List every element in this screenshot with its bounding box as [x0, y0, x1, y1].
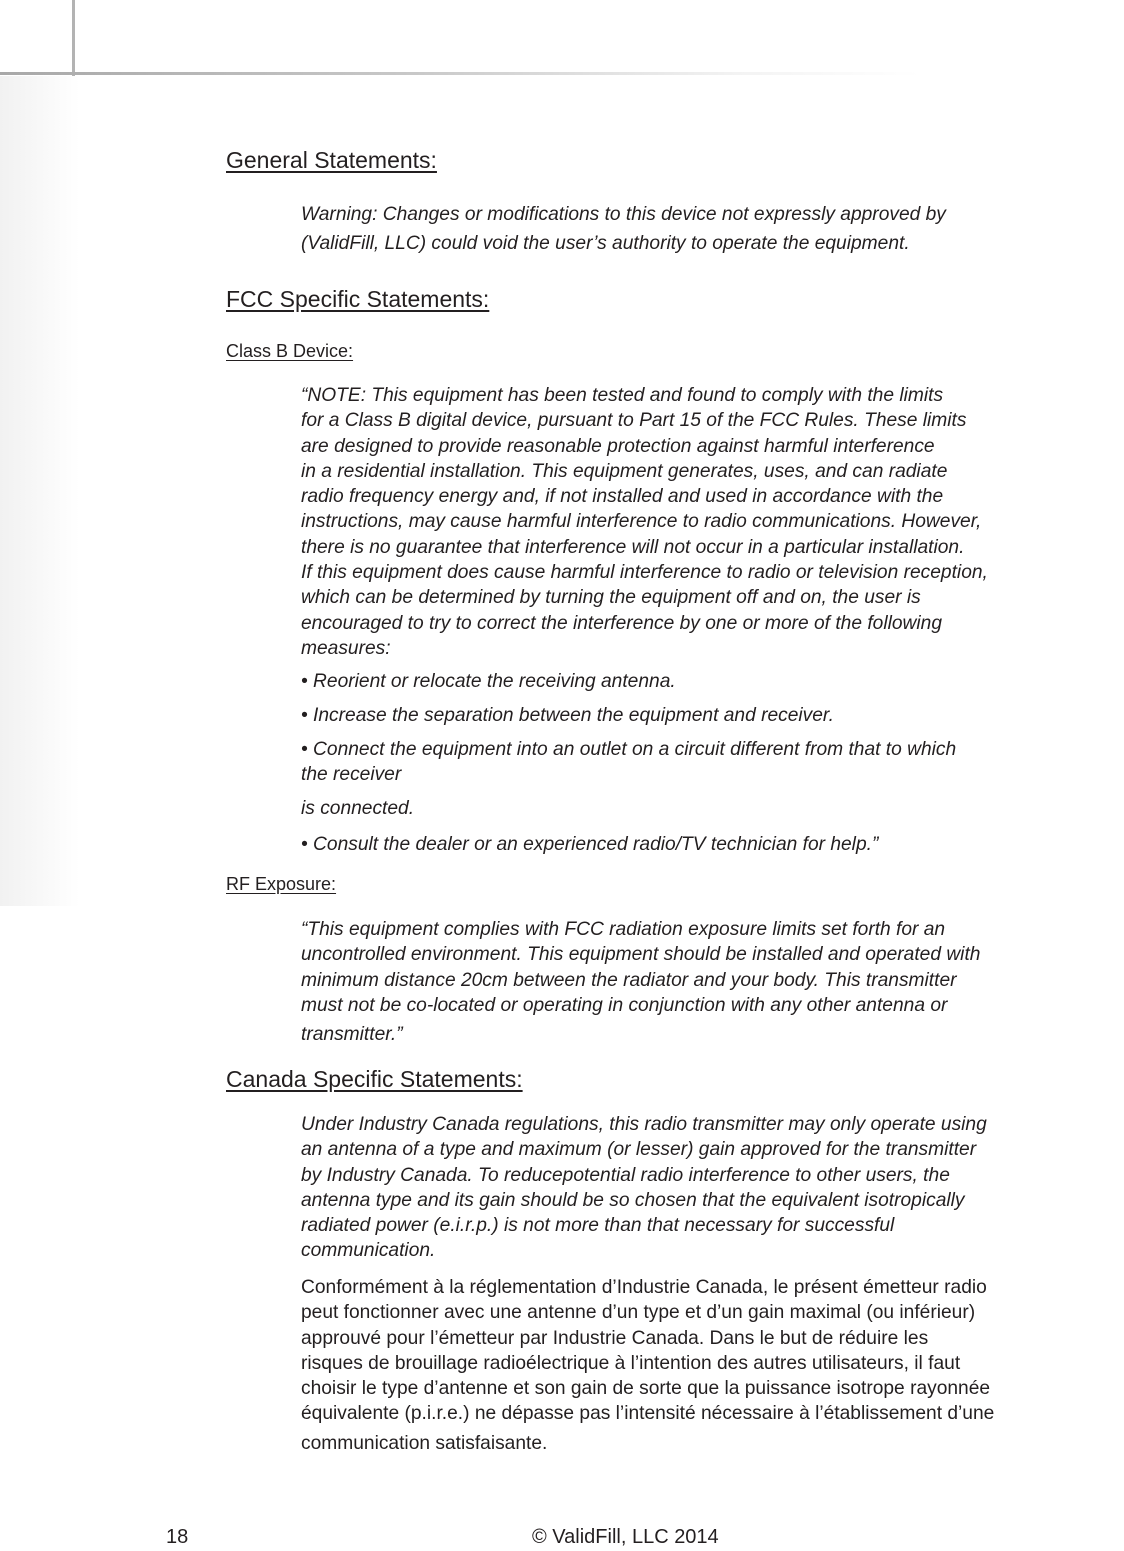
text-line: measures: [301, 637, 391, 659]
text-line: “NOTE: This equipment has been tested and found to comply with the limits [301, 385, 944, 406]
text-line: transmitter.” [301, 1024, 403, 1046]
text-line: in a residential installation. This equipment generates, uses, and can radiate [301, 460, 948, 482]
text-line: If this equipment does cause harmful interference to radio or television reception, [301, 562, 988, 584]
rf-exposure-heading: RF Exposure: [226, 874, 337, 894]
bullet-separation: • Increase the separation between the equipment and receiver. [301, 705, 834, 726]
text-line: risques de brouillage radioélectrique à l’intention des autres utilisateurs, il faut [301, 1352, 961, 1374]
page-number: 18 [166, 1526, 189, 1548]
copyright-footer: © ValidFill, LLC 2014 [532, 1526, 719, 1548]
text-line: minimum distance 20cm between the radiator and your body. This transmitter [301, 969, 957, 991]
text-line: • Connect the equipment into an outlet on a circuit different from that to which [301, 739, 957, 760]
fcc-statements-heading: FCC Specific Statements: [226, 286, 490, 312]
fcc-note-paragraph [301, 383, 988, 661]
text-line: for a Class B digital device, pursuant to Part 15 of the FCC Rules. These limits [301, 410, 967, 432]
text-line: approuvé pour l’émetteur par Industrie Canada. Dans le but de réduire les [301, 1327, 929, 1349]
text-line: Warning: Changes or modifications to this device not expressly approved by [301, 204, 946, 225]
text-line: which can be determined by turning the equipment off and on, the user is [301, 587, 921, 609]
text-line: must not be co-located or operating in conjunction with any other antenna or [301, 994, 948, 1016]
general-statements-heading: General Statements: [226, 147, 437, 173]
text-line: Conformément à la réglementation d’Industrie Canada, le présent émetteur radio [301, 1277, 987, 1298]
text-line: (ValidFill, LLC) could void the user’s authority to operate the equipment. [301, 233, 910, 255]
bullet-consult: • Consult the dealer or an experienced radio/TV technician for help.” [301, 834, 879, 855]
text-line: an antenna of a type and maximum (or lesser) gain approved for the transmitter [301, 1139, 977, 1161]
text-line: choisir le type d’antenne et son gain de sorte que la puissance isotrope rayonnée [301, 1378, 991, 1400]
header-rule [0, 72, 920, 75]
bullet-reorient: • Reorient or relocate the receiving antenna. [301, 671, 676, 692]
text-line: instructions, may cause harmful interference to radio communications. However, [301, 511, 982, 533]
text-line: “This equipment complies with FCC radiation exposure limits set forth for an [301, 919, 946, 940]
text-line: équivalente (p.i.r.e.) ne dépasse pas l’intensité nécessaire à l’établissement d’une [301, 1403, 995, 1425]
text-line: radio frequency energy and, if not installed and used in accordance with the [301, 486, 944, 508]
text-line: are designed to provide reasonable protection against harmful interference [301, 435, 935, 457]
text-line: the receiver [301, 764, 402, 786]
text-line: peut fonctionner avec une antenne d’un type et d’un gain maximal (ou inférieur) [301, 1302, 976, 1324]
class-b-heading: Class B Device: [226, 341, 354, 361]
text-line: radiated power (e.i.r.p.) is not more than that necessary for successful [301, 1215, 895, 1237]
rf-exposure-paragraph [301, 917, 980, 1047]
text-line: antenna type and its gain should be so chosen that the equivalent isotropically [301, 1189, 965, 1211]
warning-paragraph [301, 202, 946, 257]
crop-mark-vertical [72, 0, 75, 76]
text-line: communication satisfaisante. [301, 1432, 548, 1454]
canada-statements-heading: Canada Specific Statements: [226, 1066, 523, 1092]
text-line: by Industry Canada. To reducepotential radio interference to other users, the [301, 1164, 950, 1186]
bullet-outlet [301, 737, 956, 788]
side-shade [0, 76, 80, 906]
bullet-outlet-continued: is connected. [301, 798, 415, 819]
text-line: encouraged to try to correct the interference by one or more of the following [301, 612, 943, 634]
canada-french-paragraph [301, 1275, 994, 1456]
text-line: there is no guarantee that interference will not occur in a particular installation. [301, 536, 965, 558]
text-line: uncontrolled environment. This equipment should be installed and operated with [301, 944, 981, 966]
text-line: communication. [301, 1240, 436, 1262]
canada-english-paragraph [301, 1112, 987, 1264]
text-line: Under Industry Canada regulations, this radio transmitter may only operate using [301, 1114, 987, 1135]
